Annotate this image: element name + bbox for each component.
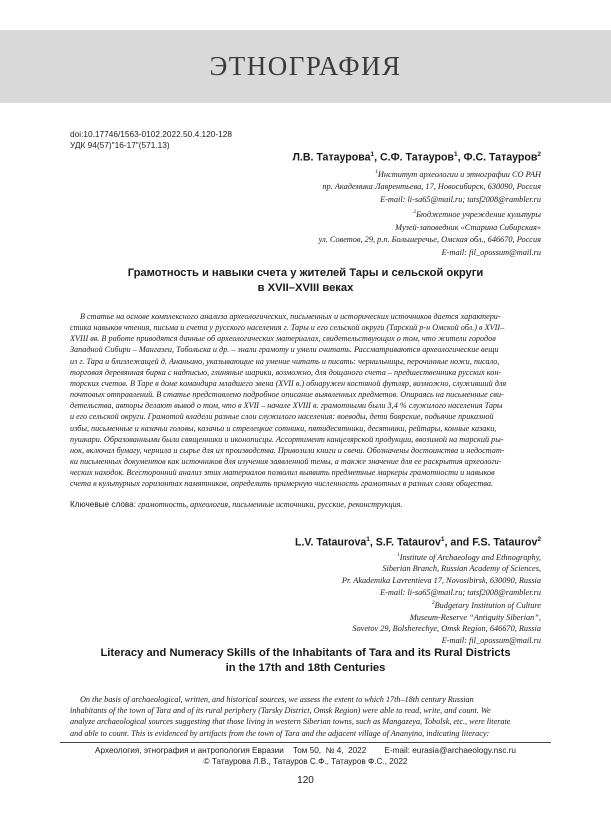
abstract-line: ки письменных документов как источников для изучения заявленной темы, а также значение для ее раскрытия археологи- <box>70 457 502 467</box>
authors-ru <box>292 151 541 164</box>
abstract-line: XVIII вв. В работе приводятся данные об археологических материалах, свидетельствующих о том, что жители городов <box>70 334 496 344</box>
abstract-line: стика навыков чтения, письма и счета у русского населения г. Тары и его сельской округи (Тарский р-н Омской обл.) в XVII– <box>70 323 505 333</box>
affil-sup: 2 <box>413 209 417 216</box>
abstract-line: Западной Сибири – Мангазеи, Тобольска и др. – знали грамоту и умели считать. Рассматриваются археологические вещи <box>70 345 499 355</box>
abstract-line: избы, письменные и казачьи головы, казачьи и стрелецкие сотники, пятидесятники, десятники, рейтары, конные казаки, <box>70 423 497 433</box>
author-name: S.F. Tataurov <box>375 536 441 549</box>
affil-address: Pr. Akademika Lavrentieva 17, Novosibirsk, 630090, Russia <box>341 575 541 585</box>
affil-sup: 2 <box>431 600 435 607</box>
footer-copyright: © Татаурова Л.В., Татауров С.Ф., Татауров Ф.С., 2022 <box>203 757 408 766</box>
affiliations-ru <box>141 166 541 259</box>
affil-email: E-mail: fil_opossum@mail.ru <box>441 247 541 257</box>
affil-institution-line: Музей-заповедник «Старина Сибирская» <box>395 222 541 232</box>
keywords-label: Ключевые слова: <box>70 500 136 509</box>
abstract-line: пушкари. Образованными были священники и иконописцы. Ассортимент канцелярской продукции, ввозимой на тарский ры- <box>70 434 504 444</box>
abstract-line: счета в культурных горизонтах памятников, определить примерную численность грамотных в разных слоях общества. <box>70 479 494 489</box>
author-sup: 1 <box>440 536 445 543</box>
author-name: Ф.С. Татауров <box>463 151 538 164</box>
abstract-line: и его сельской округи. Грамотой владели разные слои служилого населения: воеводы, дети боярские, подьячие приказной <box>70 412 494 422</box>
doi: doi:10.17746/1563-0102.2022.50.4.120-128 <box>70 129 232 139</box>
author-sup: 2 <box>537 536 541 543</box>
abstract-line: В статье на основе комплексного анализа археологических, письменных и исторических источников дается характери- <box>80 312 501 321</box>
affil-address: Sovetov 29, Bolsherechye, Omsk Region, 646670, Russia <box>352 624 541 634</box>
abstract-en <box>70 694 541 739</box>
affil-institution: Бюджетное учреждение культуры <box>416 210 541 220</box>
abstract-line: нок, включал бумагу, чернила и сырье для их производства. Привозили книги и свечи. Обозначены достоинства и недостат- <box>70 445 505 455</box>
affil-institution-line: Siberian Branch, Russian Academy of Sciences, <box>382 564 541 574</box>
title-line: Грамотность и навыки счета у жителей Тары и сельской округи <box>127 267 484 279</box>
footer-divider <box>60 742 551 743</box>
abstract-line: почтовых отправлений. В статье представлено подробное описание выявленных предметов. Опираясь на письменные сви- <box>70 390 504 400</box>
author-name: L.V. Tataurova <box>295 536 367 549</box>
udk: УДК 94(57)"16-17"(571.13) <box>70 140 170 150</box>
authors-en <box>295 536 541 549</box>
footer-journal: Археология, этнография и антропология Евразии Том 50, № 4, 2022 E-mail: eurasia@archaeology.nsc.ru <box>95 746 516 755</box>
keywords-value: грамотность, археология, письменные источники, русские, реконструкция. <box>138 500 403 509</box>
abstract-ru <box>70 311 541 490</box>
affil-institution: Institute of Archaeology and Ethnography, <box>399 552 541 562</box>
affil-address: пр. Академика Лаврентьева, 17, Новосибирск, 630090, Россия <box>322 182 541 192</box>
section-title: ЭТНОГРАФИЯ <box>209 51 402 81</box>
author-sup: 1 <box>453 151 458 158</box>
article-title-ru <box>70 266 541 296</box>
article-title-en <box>70 646 541 676</box>
affil-institution-line: Museum-Reserve “Antiquity Siberian”, <box>409 612 541 622</box>
abstract-line: inhabitants of the town of Tara and of its rural periphery (Tarsky District, Omsk Region) were able to read, write, and count. We <box>70 706 491 716</box>
author-sup: 1 <box>366 536 370 543</box>
affil-email: E-mail: li-sa65@mail.ru; tatsf2008@rambler.ru <box>380 194 541 204</box>
affiliations-en <box>141 550 541 646</box>
abstract-line: analyze archaeological sources suggesting that those living in western Siberian towns, such as Mangazeya, Tobolsk, etc., were literate <box>70 717 511 727</box>
title-line: в XVII–XVIII веках <box>257 282 354 294</box>
abstract-line: детельства, авторы делают вывод о том, что в XVII – начале XVIII в. грамотными были 3,4 % служилого населения Тары <box>70 401 503 411</box>
section-header-band <box>0 30 611 103</box>
author-separator: , and <box>444 536 473 549</box>
abstract-line: торговая деревянная бирка с надписью, глиняные шарики, возможно, для дощаного счета – предшественника русских кон- <box>70 367 502 377</box>
abstract-line: On the basis of archaeological, written, and historical sources, we assess the extent to which 17th–18th century Russian <box>80 695 474 704</box>
affil-address: ул. Советов, 29, р.п. Большеречье, Омская обл., 646670, Россия <box>318 235 541 245</box>
affil-email: E-mail: fil_opossum@mail.ru <box>441 635 541 645</box>
affil-institution: Budgetary Institution of Culture <box>434 600 541 610</box>
author-name: С.Ф. Татауров <box>380 151 454 164</box>
title-line: in the 17th and 18th Centuries <box>225 662 386 674</box>
author-separator: , <box>374 151 381 164</box>
author-name: Л.В. Татаурова <box>292 151 371 164</box>
abstract-line: ческих находок. Всесторонний анализ этих материалов позволил выявить предметные маркеры грамотности и навыков <box>70 468 495 478</box>
affil-sup: 1 <box>375 169 378 175</box>
affil-email: E-mail: li-sa65@mail.ru; tatsf2008@rambler.ru <box>380 587 541 597</box>
page-number: 120 <box>297 775 314 786</box>
author-sup: 1 <box>370 151 375 158</box>
affil-institution: Институт археологии и этнографии СО РАН <box>377 169 541 179</box>
abstract-line: из г. Тара и близлежащей д. Ананьино, указывающие на умение читать и писать: чернильницы, перочинные ножи, писало, <box>70 356 500 366</box>
abstract-line: торских счетов. В Таре в доме командира младшего звена (XVII в.) обнаружен костяной футляр, возможно, служивший для <box>70 378 507 388</box>
abstract-line: and able to count. This is evidenced by artifacts from the town of Tara and the adjacent village of Ananyino, indicating literacy: <box>70 728 490 738</box>
author-sup: 2 <box>537 151 541 158</box>
title-line: Literacy and Numeracy Skills of the Inhabitants of Tara and its Rural Districts <box>100 647 511 659</box>
affil-sup: 1 <box>396 552 400 558</box>
author-name: F.S. Tataurov <box>472 536 538 549</box>
author-separator: , <box>369 536 376 549</box>
author-separator: , <box>457 151 464 164</box>
keywords-ru <box>70 500 541 509</box>
